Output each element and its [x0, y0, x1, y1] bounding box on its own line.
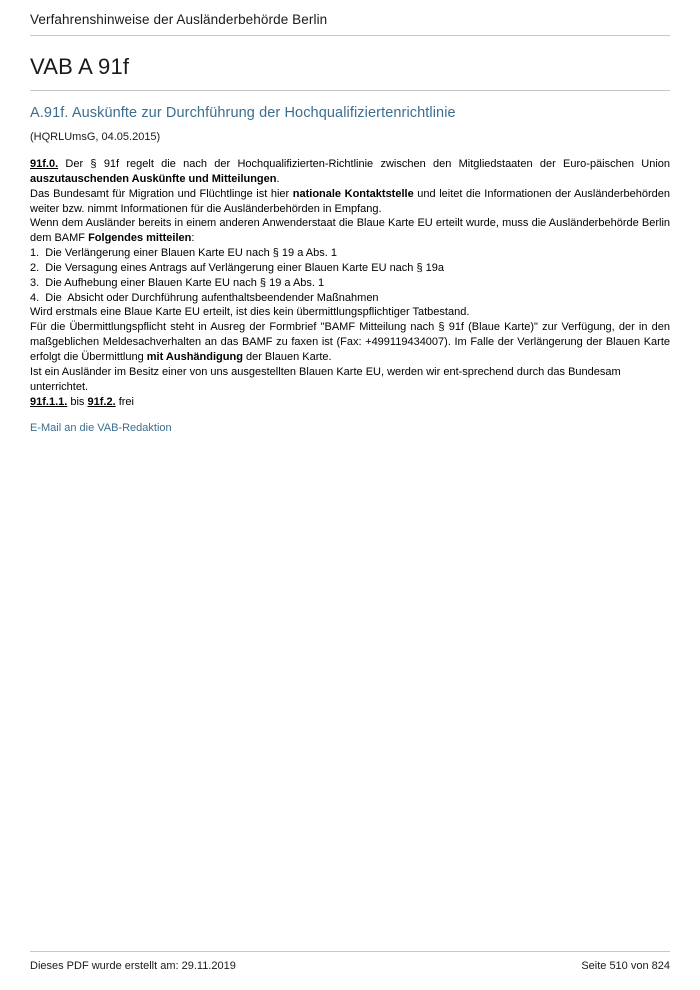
paragraph-text-c: der Blauen Karte. [242, 350, 332, 363]
paragraph-text-a: Das Bundesamt für Migration und Flüchtlinge ist hier [30, 187, 293, 200]
paragraph-text-d: frei [115, 395, 134, 408]
paragraph-mitteilungspflicht [30, 216, 670, 246]
paragraph-text-a: Wenn dem Ausländer bereits in einem anderen Anwenderstaat die Blaue Karte EU erteilt wurde, muss die Ausländerbehörde Berlin dem BAMF [30, 217, 670, 245]
footer-page-number: Seite 510 von 824 [581, 960, 670, 972]
paragraph-text-b: bis [67, 395, 88, 408]
paragraph-text-bold: Folgendes mitteilen [88, 232, 192, 245]
paragraph-text-bold: nationale Kontaktstelle [292, 187, 414, 200]
paragraph-number-start: 91f.1.1. [30, 395, 68, 408]
document-subtitle: A.91f. Auskünfte zur Durchführung der Hochqualifiziertenrichtlinie [30, 105, 456, 121]
paragraph-uebermittlungspflicht [30, 320, 670, 365]
paragraph-text-a: Der § 91f regelt die nach der Hochqualifizierten-Richtlinie zwischen den Mitgliedstaaten der Euro-päischen Union [58, 158, 670, 170]
title-divider [30, 90, 670, 91]
header-divider [30, 35, 670, 36]
paragraph-number-end: 91f.2. [87, 395, 116, 408]
footer-created-date: Dieses PDF wurde erstellt am: 29.11.2019 [30, 960, 236, 972]
footer-divider [30, 951, 670, 952]
paragraph-bamf-kontaktstelle [30, 187, 670, 217]
paragraph-text-bold: mit Aushändigung [146, 350, 243, 363]
paragraph-91f-0 [30, 157, 670, 187]
paragraph-text-a: Für die Übermittlungspflicht steht in Ausreg der Formbrief "BAMF Mitteilung nach § 91f (Blaue Karte)" zur Verfügung, der in den maßgeblichen Meldesachverhalten an das BAMF zu faxen ist (Fax: +499119434007). Im Falle der Verlängerung der Blauen Karte erfolgt die Übermittlung [30, 321, 670, 363]
list-item: 4. Die Absicht oder Durchführung aufenthaltsbeendender Maßnahmen [30, 291, 379, 304]
paragraph-frei [30, 395, 670, 410]
paragraph-text-c: . [276, 172, 280, 185]
header-title: Verfahrenshinweise der Ausländerbehörde Berlin [30, 12, 328, 27]
document-header [30, 0, 670, 27]
list-item: 2. Die Versagung eines Antrags auf Verlängerung einer Blauen Karte EU nach § 19a [30, 261, 445, 274]
email-redaktion-link[interactable]: E-Mail an die VAB-Redaktion [30, 422, 172, 435]
paragraph-text-c: und leitet die Informationen der Ausländerbehörden weiter bzw. nimmt Informationen für die Ausländerbehörden in Empfang. [30, 187, 670, 215]
list-item: 3. Die Aufhebung einer Blauen Karte EU nach § 19 a Abs. 1 [30, 276, 325, 289]
paragraph-ersterteilung: Wird erstmals eine Blaue Karte EU erteilt, ist dies kein übermittlungspflichtiger Tatbestand. [30, 306, 470, 319]
paragraph-text-c: : [191, 232, 195, 245]
page-title: VAB A 91f [30, 54, 130, 79]
paragraph-text-bold: auszutauschenden Auskünfte und Mitteilungen [30, 172, 277, 185]
paragraph-number: 91f.0. [30, 158, 59, 170]
document-footer [30, 951, 670, 972]
document-body [30, 157, 670, 436]
document-reference: (HQRLUmsG, 04.05.2015) [30, 131, 161, 143]
paragraph-unterrichtung: Ist ein Ausländer im Besitz einer von uns ausgestellten Blauen Karte EU, werden wir ent-sprechend durch das Bundesam unterrichtet. [30, 365, 621, 393]
list-item: 1. Die Verlängerung einer Blauen Karte EU nach § 19 a Abs. 1 [30, 247, 337, 260]
